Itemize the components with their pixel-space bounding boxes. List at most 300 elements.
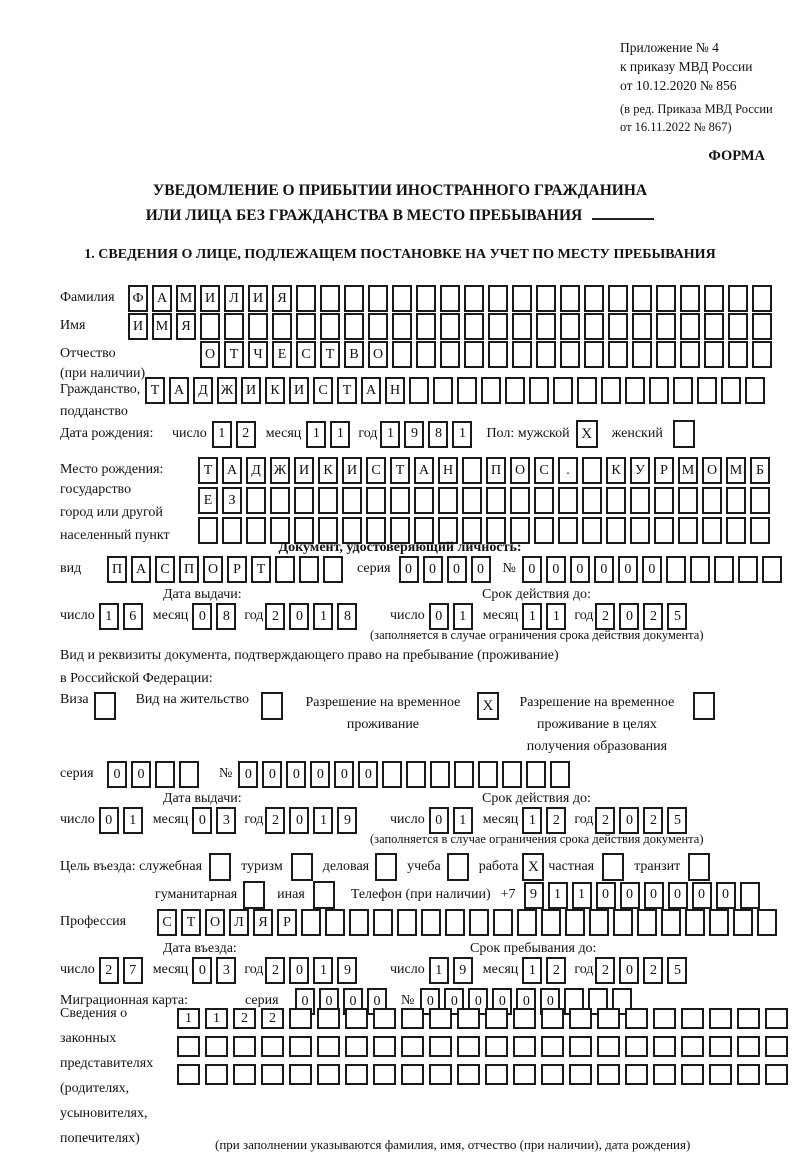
char-cell[interactable]: 0 (668, 882, 688, 909)
purpose-humanitarian-checkbox[interactable] (243, 881, 265, 909)
char-cell[interactable]: 0 (620, 882, 640, 909)
char-cell[interactable] (289, 1036, 312, 1057)
char-cell[interactable]: 0 (444, 988, 464, 1015)
char-cell[interactable]: В (344, 341, 364, 368)
char-cell[interactable] (569, 1064, 592, 1085)
char-cell[interactable]: 1 (205, 1008, 228, 1029)
char-cell[interactable] (430, 761, 450, 788)
char-cell[interactable] (558, 487, 578, 514)
char-cell[interactable] (714, 556, 734, 583)
char-cell[interactable]: К (606, 457, 626, 484)
sex-female-checkbox[interactable] (673, 420, 695, 448)
char-cell[interactable] (560, 313, 580, 340)
char-cell[interactable] (697, 377, 717, 404)
char-cell[interactable]: 0 (540, 988, 560, 1015)
char-cell[interactable]: С (534, 457, 554, 484)
char-cell[interactable] (632, 341, 652, 368)
char-cell[interactable] (401, 1064, 424, 1085)
char-cell[interactable]: 9 (404, 421, 424, 448)
char-cell[interactable] (155, 761, 175, 788)
char-cell[interactable]: С (313, 377, 333, 404)
char-cell[interactable] (666, 556, 686, 583)
char-cell[interactable]: Т (390, 457, 410, 484)
char-cell[interactable]: 0 (618, 556, 638, 583)
char-cell[interactable] (485, 1064, 508, 1085)
char-cell[interactable]: 1 (313, 807, 333, 834)
char-cell[interactable] (317, 1036, 340, 1057)
char-cell[interactable] (709, 1008, 732, 1029)
char-cell[interactable] (345, 1036, 368, 1057)
char-cell[interactable]: 0 (131, 761, 151, 788)
char-cell[interactable]: 1 (548, 882, 568, 909)
char-cell[interactable]: Т (198, 457, 218, 484)
char-cell[interactable] (625, 1036, 648, 1057)
purpose-tourism-checkbox[interactable] (291, 853, 313, 881)
char-cell[interactable]: 5 (667, 807, 687, 834)
char-cell[interactable]: 0 (99, 807, 119, 834)
char-cell[interactable] (366, 487, 386, 514)
char-cell[interactable]: 1 (546, 603, 566, 630)
char-cell[interactable] (177, 1036, 200, 1057)
char-cell[interactable] (584, 313, 604, 340)
char-cell[interactable]: 0 (492, 988, 512, 1015)
char-cell[interactable] (179, 761, 199, 788)
char-cell[interactable]: Т (337, 377, 357, 404)
char-cell[interactable]: 2 (643, 957, 663, 984)
temp-residence-edu-checkbox[interactable] (693, 692, 715, 720)
char-cell[interactable] (653, 1036, 676, 1057)
char-cell[interactable]: 1 (453, 603, 473, 630)
char-cell[interactable]: 2 (595, 807, 615, 834)
char-cell[interactable]: 1 (522, 957, 542, 984)
char-cell[interactable] (606, 487, 626, 514)
char-cell[interactable] (745, 377, 765, 404)
char-cell[interactable] (737, 1036, 760, 1057)
char-cell[interactable]: 9 (453, 957, 473, 984)
char-cell[interactable] (534, 487, 554, 514)
char-cell[interactable] (488, 341, 508, 368)
char-cell[interactable] (390, 487, 410, 514)
char-cell[interactable]: 0 (594, 556, 614, 583)
char-cell[interactable] (740, 882, 760, 909)
char-cell[interactable]: И (342, 457, 362, 484)
char-cell[interactable] (625, 377, 645, 404)
char-cell[interactable] (765, 1008, 788, 1029)
purpose-study-checkbox[interactable] (447, 853, 469, 881)
char-cell[interactable]: 1 (177, 1008, 200, 1029)
char-cell[interactable]: О (200, 341, 220, 368)
char-cell[interactable] (656, 285, 676, 312)
char-cell[interactable]: 2 (265, 957, 285, 984)
char-cell[interactable] (502, 761, 522, 788)
char-cell[interactable]: 0 (420, 988, 440, 1015)
char-cell[interactable] (296, 313, 316, 340)
char-cell[interactable] (704, 285, 724, 312)
char-cell[interactable] (401, 1036, 424, 1057)
char-cell[interactable] (582, 487, 602, 514)
char-cell[interactable]: К (265, 377, 285, 404)
char-cell[interactable]: 2 (546, 807, 566, 834)
char-cell[interactable]: 1 (123, 807, 143, 834)
char-cell[interactable]: 0 (570, 556, 590, 583)
temp-residence-checkbox[interactable]: X (477, 692, 499, 720)
char-cell[interactable] (272, 313, 292, 340)
char-cell[interactable] (414, 487, 434, 514)
char-cell[interactable] (765, 1064, 788, 1085)
char-cell[interactable] (320, 285, 340, 312)
char-cell[interactable] (702, 487, 722, 514)
char-cell[interactable] (721, 377, 741, 404)
char-cell[interactable]: Ч (248, 341, 268, 368)
char-cell[interactable] (613, 909, 633, 936)
char-cell[interactable] (632, 313, 652, 340)
char-cell[interactable] (762, 556, 782, 583)
char-cell[interactable] (200, 313, 220, 340)
char-cell[interactable] (625, 1064, 648, 1085)
char-cell[interactable] (709, 1064, 732, 1085)
char-cell[interactable] (752, 285, 772, 312)
char-cell[interactable]: 0 (716, 882, 736, 909)
char-cell[interactable]: О (203, 556, 223, 583)
char-cell[interactable]: 1 (330, 421, 350, 448)
char-cell[interactable]: 0 (238, 761, 258, 788)
char-cell[interactable] (233, 1064, 256, 1085)
char-cell[interactable] (726, 487, 746, 514)
char-cell[interactable] (392, 285, 412, 312)
char-cell[interactable]: 2 (595, 957, 615, 984)
char-cell[interactable] (464, 341, 484, 368)
char-cell[interactable] (654, 487, 674, 514)
char-cell[interactable]: Я (253, 909, 273, 936)
char-cell[interactable] (510, 487, 530, 514)
char-cell[interactable] (653, 1064, 676, 1085)
char-cell[interactable] (656, 313, 676, 340)
char-cell[interactable]: 0 (471, 556, 491, 583)
char-cell[interactable] (512, 313, 532, 340)
char-cell[interactable] (345, 1008, 368, 1029)
char-cell[interactable]: 0 (596, 882, 616, 909)
char-cell[interactable] (541, 1064, 564, 1085)
char-cell[interactable]: Д (193, 377, 213, 404)
char-cell[interactable]: 2 (643, 603, 663, 630)
char-cell[interactable] (709, 1036, 732, 1057)
char-cell[interactable]: П (179, 556, 199, 583)
char-cell[interactable]: 0 (516, 988, 536, 1015)
char-cell[interactable]: И (200, 285, 220, 312)
char-cell[interactable] (513, 1064, 536, 1085)
char-cell[interactable]: П (486, 457, 506, 484)
char-cell[interactable]: 0 (289, 957, 309, 984)
char-cell[interactable]: 0 (107, 761, 127, 788)
char-cell[interactable]: 5 (667, 957, 687, 984)
visa-checkbox[interactable] (94, 692, 116, 720)
char-cell[interactable]: 0 (429, 603, 449, 630)
char-cell[interactable] (440, 313, 460, 340)
char-cell[interactable] (486, 487, 506, 514)
char-cell[interactable]: 0 (192, 957, 212, 984)
char-cell[interactable] (421, 909, 441, 936)
char-cell[interactable] (488, 285, 508, 312)
char-cell[interactable] (512, 285, 532, 312)
char-cell[interactable] (296, 285, 316, 312)
char-cell[interactable]: Ф (128, 285, 148, 312)
char-cell[interactable] (205, 1036, 228, 1057)
char-cell[interactable] (416, 313, 436, 340)
char-cell[interactable]: 0 (192, 807, 212, 834)
char-cell[interactable] (513, 1008, 536, 1029)
char-cell[interactable]: 2 (261, 1008, 284, 1029)
char-cell[interactable] (345, 1064, 368, 1085)
char-cell[interactable] (429, 1008, 452, 1029)
char-cell[interactable]: Р (227, 556, 247, 583)
char-cell[interactable]: К (318, 457, 338, 484)
char-cell[interactable] (597, 1036, 620, 1057)
char-cell[interactable]: М (726, 457, 746, 484)
char-cell[interactable] (738, 556, 758, 583)
char-cell[interactable] (513, 1036, 536, 1057)
char-cell[interactable]: 3 (216, 957, 236, 984)
char-cell[interactable]: 2 (233, 1008, 256, 1029)
char-cell[interactable]: И (128, 313, 148, 340)
char-cell[interactable]: 1 (99, 603, 119, 630)
char-cell[interactable]: 0 (642, 556, 662, 583)
char-cell[interactable] (493, 909, 513, 936)
char-cell[interactable] (536, 341, 556, 368)
char-cell[interactable] (608, 285, 628, 312)
char-cell[interactable] (517, 909, 537, 936)
char-cell[interactable] (728, 313, 748, 340)
char-cell[interactable] (584, 285, 604, 312)
char-cell[interactable] (323, 556, 343, 583)
char-cell[interactable] (457, 1008, 480, 1029)
char-cell[interactable]: Т (251, 556, 271, 583)
char-cell[interactable] (553, 377, 573, 404)
char-cell[interactable]: 8 (428, 421, 448, 448)
char-cell[interactable] (445, 909, 465, 936)
char-cell[interactable] (752, 313, 772, 340)
char-cell[interactable]: 1 (313, 603, 333, 630)
char-cell[interactable]: А (222, 457, 242, 484)
char-cell[interactable] (485, 1036, 508, 1057)
char-cell[interactable]: И (248, 285, 268, 312)
char-cell[interactable] (601, 377, 621, 404)
char-cell[interactable] (733, 909, 753, 936)
char-cell[interactable] (681, 1064, 704, 1085)
char-cell[interactable] (409, 377, 429, 404)
char-cell[interactable] (177, 1064, 200, 1085)
char-cell[interactable]: С (157, 909, 177, 936)
char-cell[interactable] (481, 377, 501, 404)
char-cell[interactable]: 0 (644, 882, 664, 909)
char-cell[interactable]: О (205, 909, 225, 936)
char-cell[interactable]: 0 (289, 807, 309, 834)
char-cell[interactable] (429, 1036, 452, 1057)
char-cell[interactable] (690, 556, 710, 583)
purpose-business-checkbox[interactable] (375, 853, 397, 881)
char-cell[interactable] (317, 1064, 340, 1085)
char-cell[interactable]: 0 (692, 882, 712, 909)
char-cell[interactable]: 2 (265, 603, 285, 630)
char-cell[interactable] (632, 285, 652, 312)
char-cell[interactable]: 0 (343, 988, 363, 1015)
char-cell[interactable]: Р (277, 909, 297, 936)
char-cell[interactable] (728, 341, 748, 368)
char-cell[interactable] (373, 1008, 396, 1029)
char-cell[interactable] (318, 487, 338, 514)
char-cell[interactable] (608, 341, 628, 368)
char-cell[interactable] (637, 909, 657, 936)
char-cell[interactable]: 0 (319, 988, 339, 1015)
char-cell[interactable] (685, 909, 705, 936)
char-cell[interactable]: 1 (522, 603, 542, 630)
char-cell[interactable] (301, 909, 321, 936)
char-cell[interactable]: Т (145, 377, 165, 404)
char-cell[interactable]: 1 (429, 957, 449, 984)
char-cell[interactable]: О (368, 341, 388, 368)
char-cell[interactable] (289, 1008, 312, 1029)
char-cell[interactable] (261, 1064, 284, 1085)
char-cell[interactable] (233, 1036, 256, 1057)
char-cell[interactable] (709, 909, 729, 936)
char-cell[interactable] (536, 285, 556, 312)
char-cell[interactable]: А (152, 285, 172, 312)
char-cell[interactable] (488, 313, 508, 340)
char-cell[interactable] (656, 341, 676, 368)
char-cell[interactable] (462, 487, 482, 514)
char-cell[interactable]: Н (385, 377, 405, 404)
char-cell[interactable] (661, 909, 681, 936)
char-cell[interactable]: 2 (265, 807, 285, 834)
sex-male-checkbox[interactable]: X (576, 420, 598, 448)
char-cell[interactable]: Ж (270, 457, 290, 484)
char-cell[interactable]: М (678, 457, 698, 484)
char-cell[interactable]: 8 (216, 603, 236, 630)
purpose-work-checkbox[interactable]: X (522, 853, 544, 881)
char-cell[interactable] (464, 313, 484, 340)
char-cell[interactable]: 0 (295, 988, 315, 1015)
char-cell[interactable]: Л (224, 285, 244, 312)
char-cell[interactable] (536, 313, 556, 340)
char-cell[interactable]: Е (198, 487, 218, 514)
char-cell[interactable]: З (222, 487, 242, 514)
char-cell[interactable] (275, 556, 295, 583)
char-cell[interactable]: 0 (468, 988, 488, 1015)
char-cell[interactable] (681, 1008, 704, 1029)
char-cell[interactable] (512, 341, 532, 368)
char-cell[interactable] (433, 377, 453, 404)
char-cell[interactable] (608, 313, 628, 340)
char-cell[interactable]: 8 (337, 603, 357, 630)
char-cell[interactable]: П (107, 556, 127, 583)
char-cell[interactable] (401, 1008, 424, 1029)
char-cell[interactable]: 0 (286, 761, 306, 788)
char-cell[interactable]: Я (272, 285, 292, 312)
char-cell[interactable] (438, 487, 458, 514)
char-cell[interactable] (541, 1008, 564, 1029)
char-cell[interactable]: 9 (337, 957, 357, 984)
char-cell[interactable]: Н (438, 457, 458, 484)
char-cell[interactable] (649, 377, 669, 404)
char-cell[interactable] (325, 909, 345, 936)
char-cell[interactable]: 1 (306, 421, 326, 448)
char-cell[interactable] (392, 341, 412, 368)
char-cell[interactable]: 0 (358, 761, 378, 788)
char-cell[interactable] (368, 285, 388, 312)
char-cell[interactable] (440, 285, 460, 312)
char-cell[interactable] (529, 377, 549, 404)
char-cell[interactable] (565, 909, 585, 936)
char-cell[interactable]: 2 (546, 957, 566, 984)
char-cell[interactable]: 0 (262, 761, 282, 788)
char-cell[interactable] (526, 761, 546, 788)
char-cell[interactable]: 2 (99, 957, 119, 984)
char-cell[interactable]: 0 (429, 807, 449, 834)
char-cell[interactable] (373, 1036, 396, 1057)
char-cell[interactable] (560, 341, 580, 368)
char-cell[interactable] (373, 1064, 396, 1085)
char-cell[interactable] (584, 341, 604, 368)
char-cell[interactable] (469, 909, 489, 936)
char-cell[interactable] (464, 285, 484, 312)
char-cell[interactable] (462, 457, 482, 484)
char-cell[interactable] (406, 761, 426, 788)
char-cell[interactable]: 0 (619, 603, 639, 630)
char-cell[interactable] (368, 313, 388, 340)
char-cell[interactable]: Т (224, 341, 244, 368)
char-cell[interactable]: А (131, 556, 151, 583)
char-cell[interactable] (289, 1064, 312, 1085)
char-cell[interactable] (397, 909, 417, 936)
char-cell[interactable]: 1 (522, 807, 542, 834)
char-cell[interactable] (349, 909, 369, 936)
char-cell[interactable]: 0 (367, 988, 387, 1015)
char-cell[interactable] (577, 377, 597, 404)
char-cell[interactable] (678, 487, 698, 514)
char-cell[interactable] (680, 341, 700, 368)
char-cell[interactable]: О (702, 457, 722, 484)
char-cell[interactable] (457, 1064, 480, 1085)
char-cell[interactable] (569, 1036, 592, 1057)
char-cell[interactable]: С (366, 457, 386, 484)
char-cell[interactable]: Т (181, 909, 201, 936)
char-cell[interactable]: 0 (399, 556, 419, 583)
char-cell[interactable] (261, 1036, 284, 1057)
char-cell[interactable] (765, 1036, 788, 1057)
char-cell[interactable]: 6 (123, 603, 143, 630)
char-cell[interactable] (485, 1008, 508, 1029)
char-cell[interactable] (680, 285, 700, 312)
char-cell[interactable]: А (361, 377, 381, 404)
char-cell[interactable]: 0 (334, 761, 354, 788)
char-cell[interactable]: 1 (452, 421, 472, 448)
char-cell[interactable] (625, 1008, 648, 1029)
char-cell[interactable]: 0 (423, 556, 443, 583)
residence-permit-checkbox[interactable] (261, 692, 283, 720)
char-cell[interactable]: 0 (522, 556, 542, 583)
char-cell[interactable]: 2 (595, 603, 615, 630)
char-cell[interactable]: Р (654, 457, 674, 484)
char-cell[interactable] (416, 341, 436, 368)
char-cell[interactable]: Ж (217, 377, 237, 404)
char-cell[interactable]: 7 (123, 957, 143, 984)
char-cell[interactable]: 0 (546, 556, 566, 583)
char-cell[interactable]: 1 (380, 421, 400, 448)
char-cell[interactable]: Б (750, 457, 770, 484)
char-cell[interactable]: А (414, 457, 434, 484)
char-cell[interactable]: И (241, 377, 261, 404)
char-cell[interactable] (416, 285, 436, 312)
char-cell[interactable] (320, 313, 340, 340)
